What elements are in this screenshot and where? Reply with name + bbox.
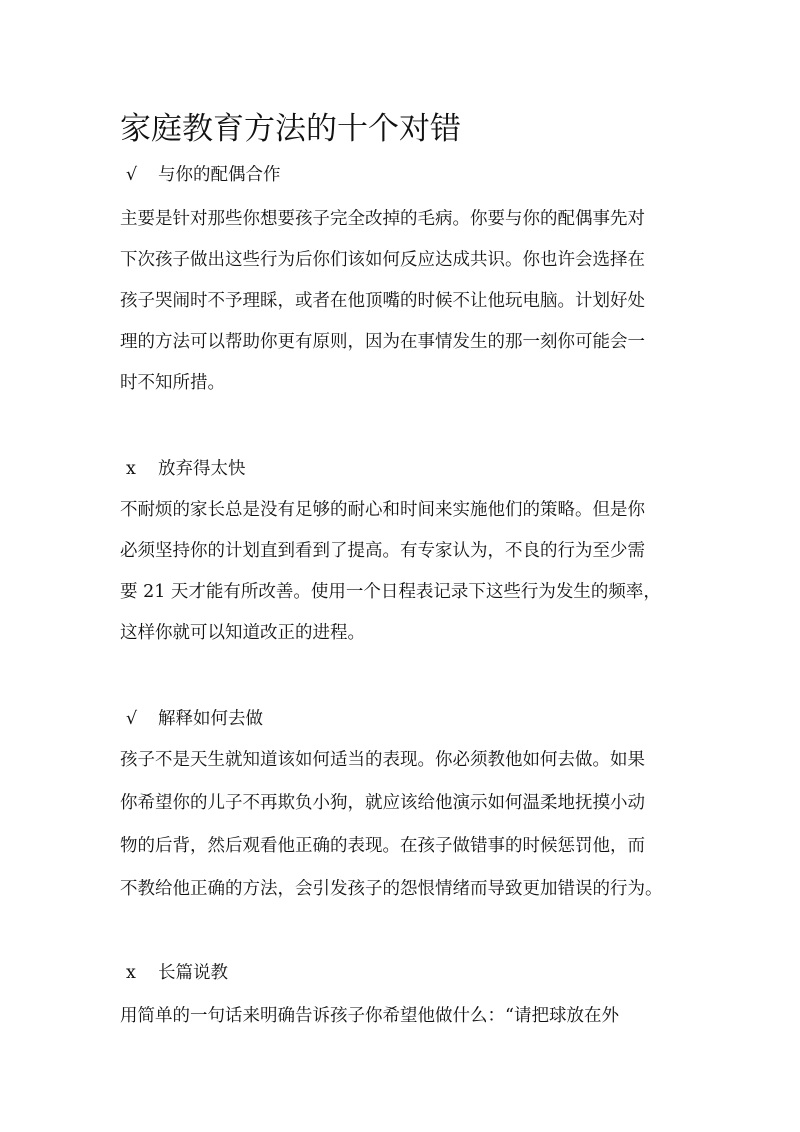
section-heading-text: 与你的配偶合作 (158, 165, 281, 185)
paragraph-line: 物的后背，然后观看他正确的表现。在孩子做错事的时候惩罚他，而 (120, 836, 645, 856)
paragraph-line: 孩子不是天生就知道该如何适当的表现。你必须教他如何去做。如果 (120, 750, 645, 770)
paragraph-line: 不教给他正确的方法，会引发孩子的怨恨情绪而导致更加错误的行为。 (120, 879, 663, 899)
document-title: 家庭教育方法的十个对错 (120, 111, 461, 147)
paragraph-line: 要 21 天才能有所改善。使用一个日程表记录下这些行为发生的频率， (120, 582, 661, 602)
check-mark-icon: √ (126, 165, 138, 185)
paragraph-line: 这样你就可以知道改正的进程。 (120, 623, 365, 643)
paragraph-line: 不耐烦的家长总是没有足够的耐心和时间来实施他们的策略。但是你 (120, 500, 645, 520)
check-mark-icon: √ (126, 709, 138, 729)
cross-mark-icon: x (126, 459, 136, 479)
paragraph-line: 理的方法可以帮助你更有原则，因为在事情发生的那一刻你可能会一 (120, 332, 645, 352)
paragraph-line: 时不知所措。 (120, 373, 225, 393)
section-heading-text: 解释如何去做 (158, 709, 263, 729)
section-heading-text: 放弃得太快 (158, 459, 246, 479)
paragraph-line: 必须坚持你的计划直到看到了提高。有专家认为，不良的行为至少需 (120, 541, 645, 561)
section-heading-explain (120, 702, 680, 736)
paragraph-line: 你希望你的儿子不再欺负小狗，就应该给他演示如何温柔地抚摸小动 (120, 793, 645, 813)
paragraph-line: 孩子哭闹时不予理睬，或者在他顶嘴的时候不让他玩电脑。计划好处 (120, 291, 645, 311)
paragraph-line: 主要是针对那些你想要孩子完全改掉的毛病。你要与你的配偶事先对 (120, 209, 645, 229)
paragraph-line: 下次孩子做出这些行为后你们该如何反应达成共识。你也许会选择在 (120, 250, 645, 270)
paragraph-line: 用简单的一句话来明确告诉孩子你希望他做什么：“请把球放在外 (120, 1006, 619, 1026)
section-heading-cooperate (120, 158, 680, 192)
section-heading-lecture (120, 956, 680, 990)
section-heading-text: 长篇说教 (158, 963, 228, 983)
section-heading-give-up (120, 452, 680, 486)
cross-mark-icon: x (126, 963, 136, 983)
